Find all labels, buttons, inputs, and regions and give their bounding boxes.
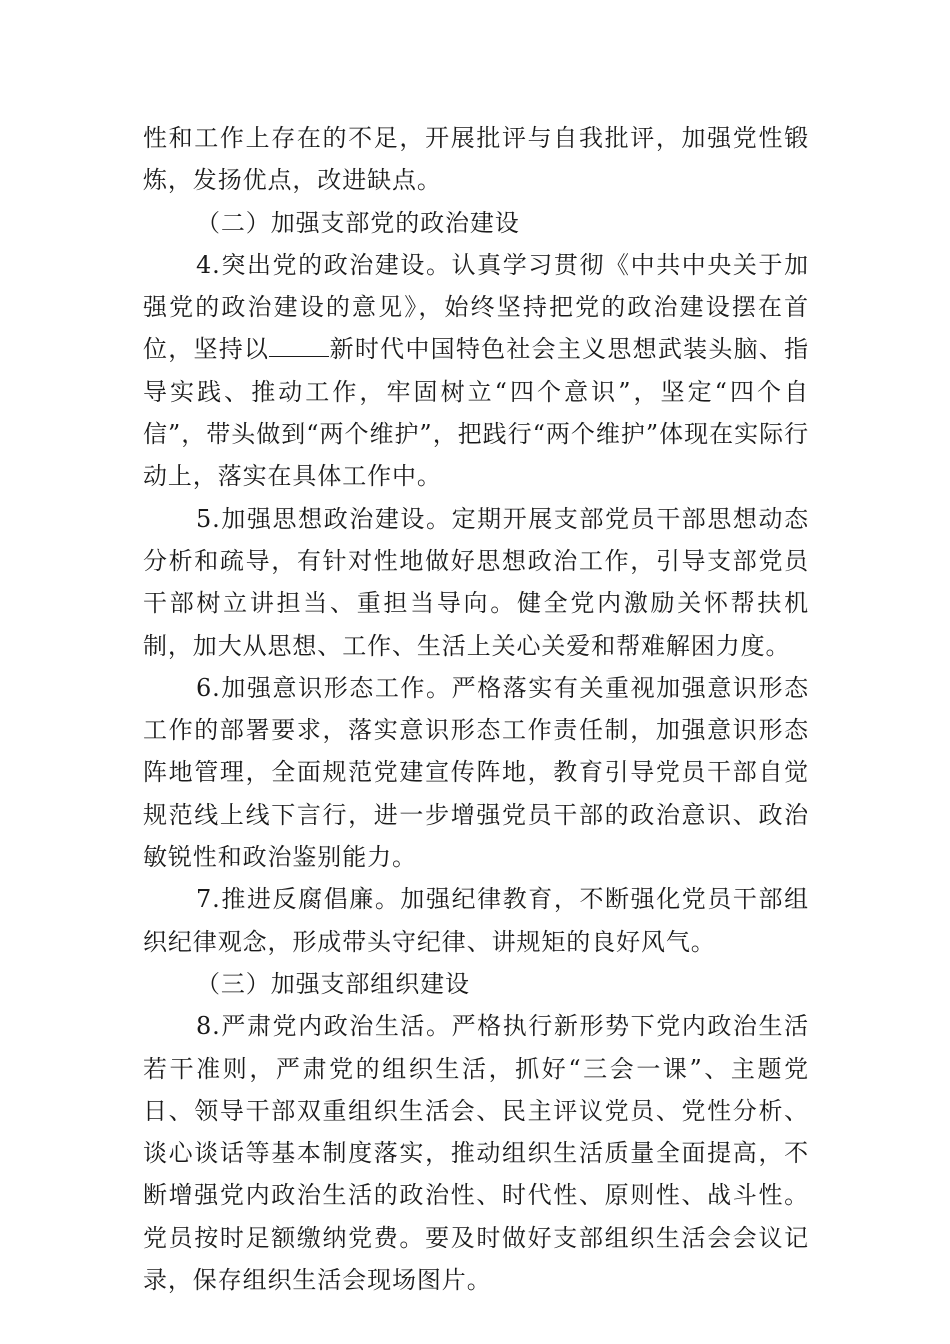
paragraph-item-8: 8.严肃党内政治生活。严格执行新形势下党内政治生活若干准则，严肃党的组织生活，抓好“三会一课”、主题党日、领导干部双重组织生活会、民主评议党员、党性分析、谈心谈话等基本制度落实，推动组织生活质量全面提高，不断增强党内政治生活的政治性、时代性、原则性、战斗性。党员按时足额缴纳党费。要及时做好支部组织生活会会议记录，保存组织生活会现场图片。	[143, 1012, 809, 1295]
paragraph-item-4	[143, 244, 809, 498]
document-body	[143, 117, 809, 1301]
paragraph-item-5: 5.加强思想政治建设。定期开展支部党员干部思想动态分析和疏导，有针对性地做好思想政治工作，引导支部党员干部树立讲担当、重担当导向。健全党内激励关怀帮扶机制，加大从思想、工作、生活上关心关爱和帮难解困力度。	[143, 504, 809, 660]
paragraph-continuation: 性和工作上存在的不足，开展批评与自我批评，加强党性锻炼，发扬优点，改进缺点。	[143, 124, 809, 195]
fill-in-blank	[269, 334, 329, 357]
paragraph-item-6: 6.加强意识形态工作。严格落实有关重视加强意识形态工作的部署要求，落实意识形态工作责任制，加强意识形态阵地管理，全面规范党建宣传阵地，教育引导党员干部自觉规范线上线下言行，进一步增强党员干部的政治意识、政治敏锐性和政治鉴别能力。	[143, 673, 809, 872]
paragraph-item-4-part1: 4.突出党的政治建设。认真学习贯彻《中共中央关于加强党的政治建设的意见》，始终坚持把党的政治建设摆在首位，坚持以	[143, 250, 809, 364]
paragraph-item-4-part2: 新时代中国特色社会主义思想武装头脑、指导实践、推动工作，牢固树立“四个意识”，坚定“四个自信”，带头做到“两个维护”，把践行“两个维护”体现在实际行动上，落实在具体工作中。	[143, 335, 809, 491]
paragraph-item-7: 7.推进反腐倡廉。加强纪律教育，不断强化党员干部组织纪律观念，形成带头守纪律、讲规矩的良好风气。	[143, 885, 809, 956]
section-heading-3: （三）加强支部组织建设	[196, 969, 470, 998]
section-heading-2: （二）加强支部党的政治建设	[196, 208, 520, 237]
